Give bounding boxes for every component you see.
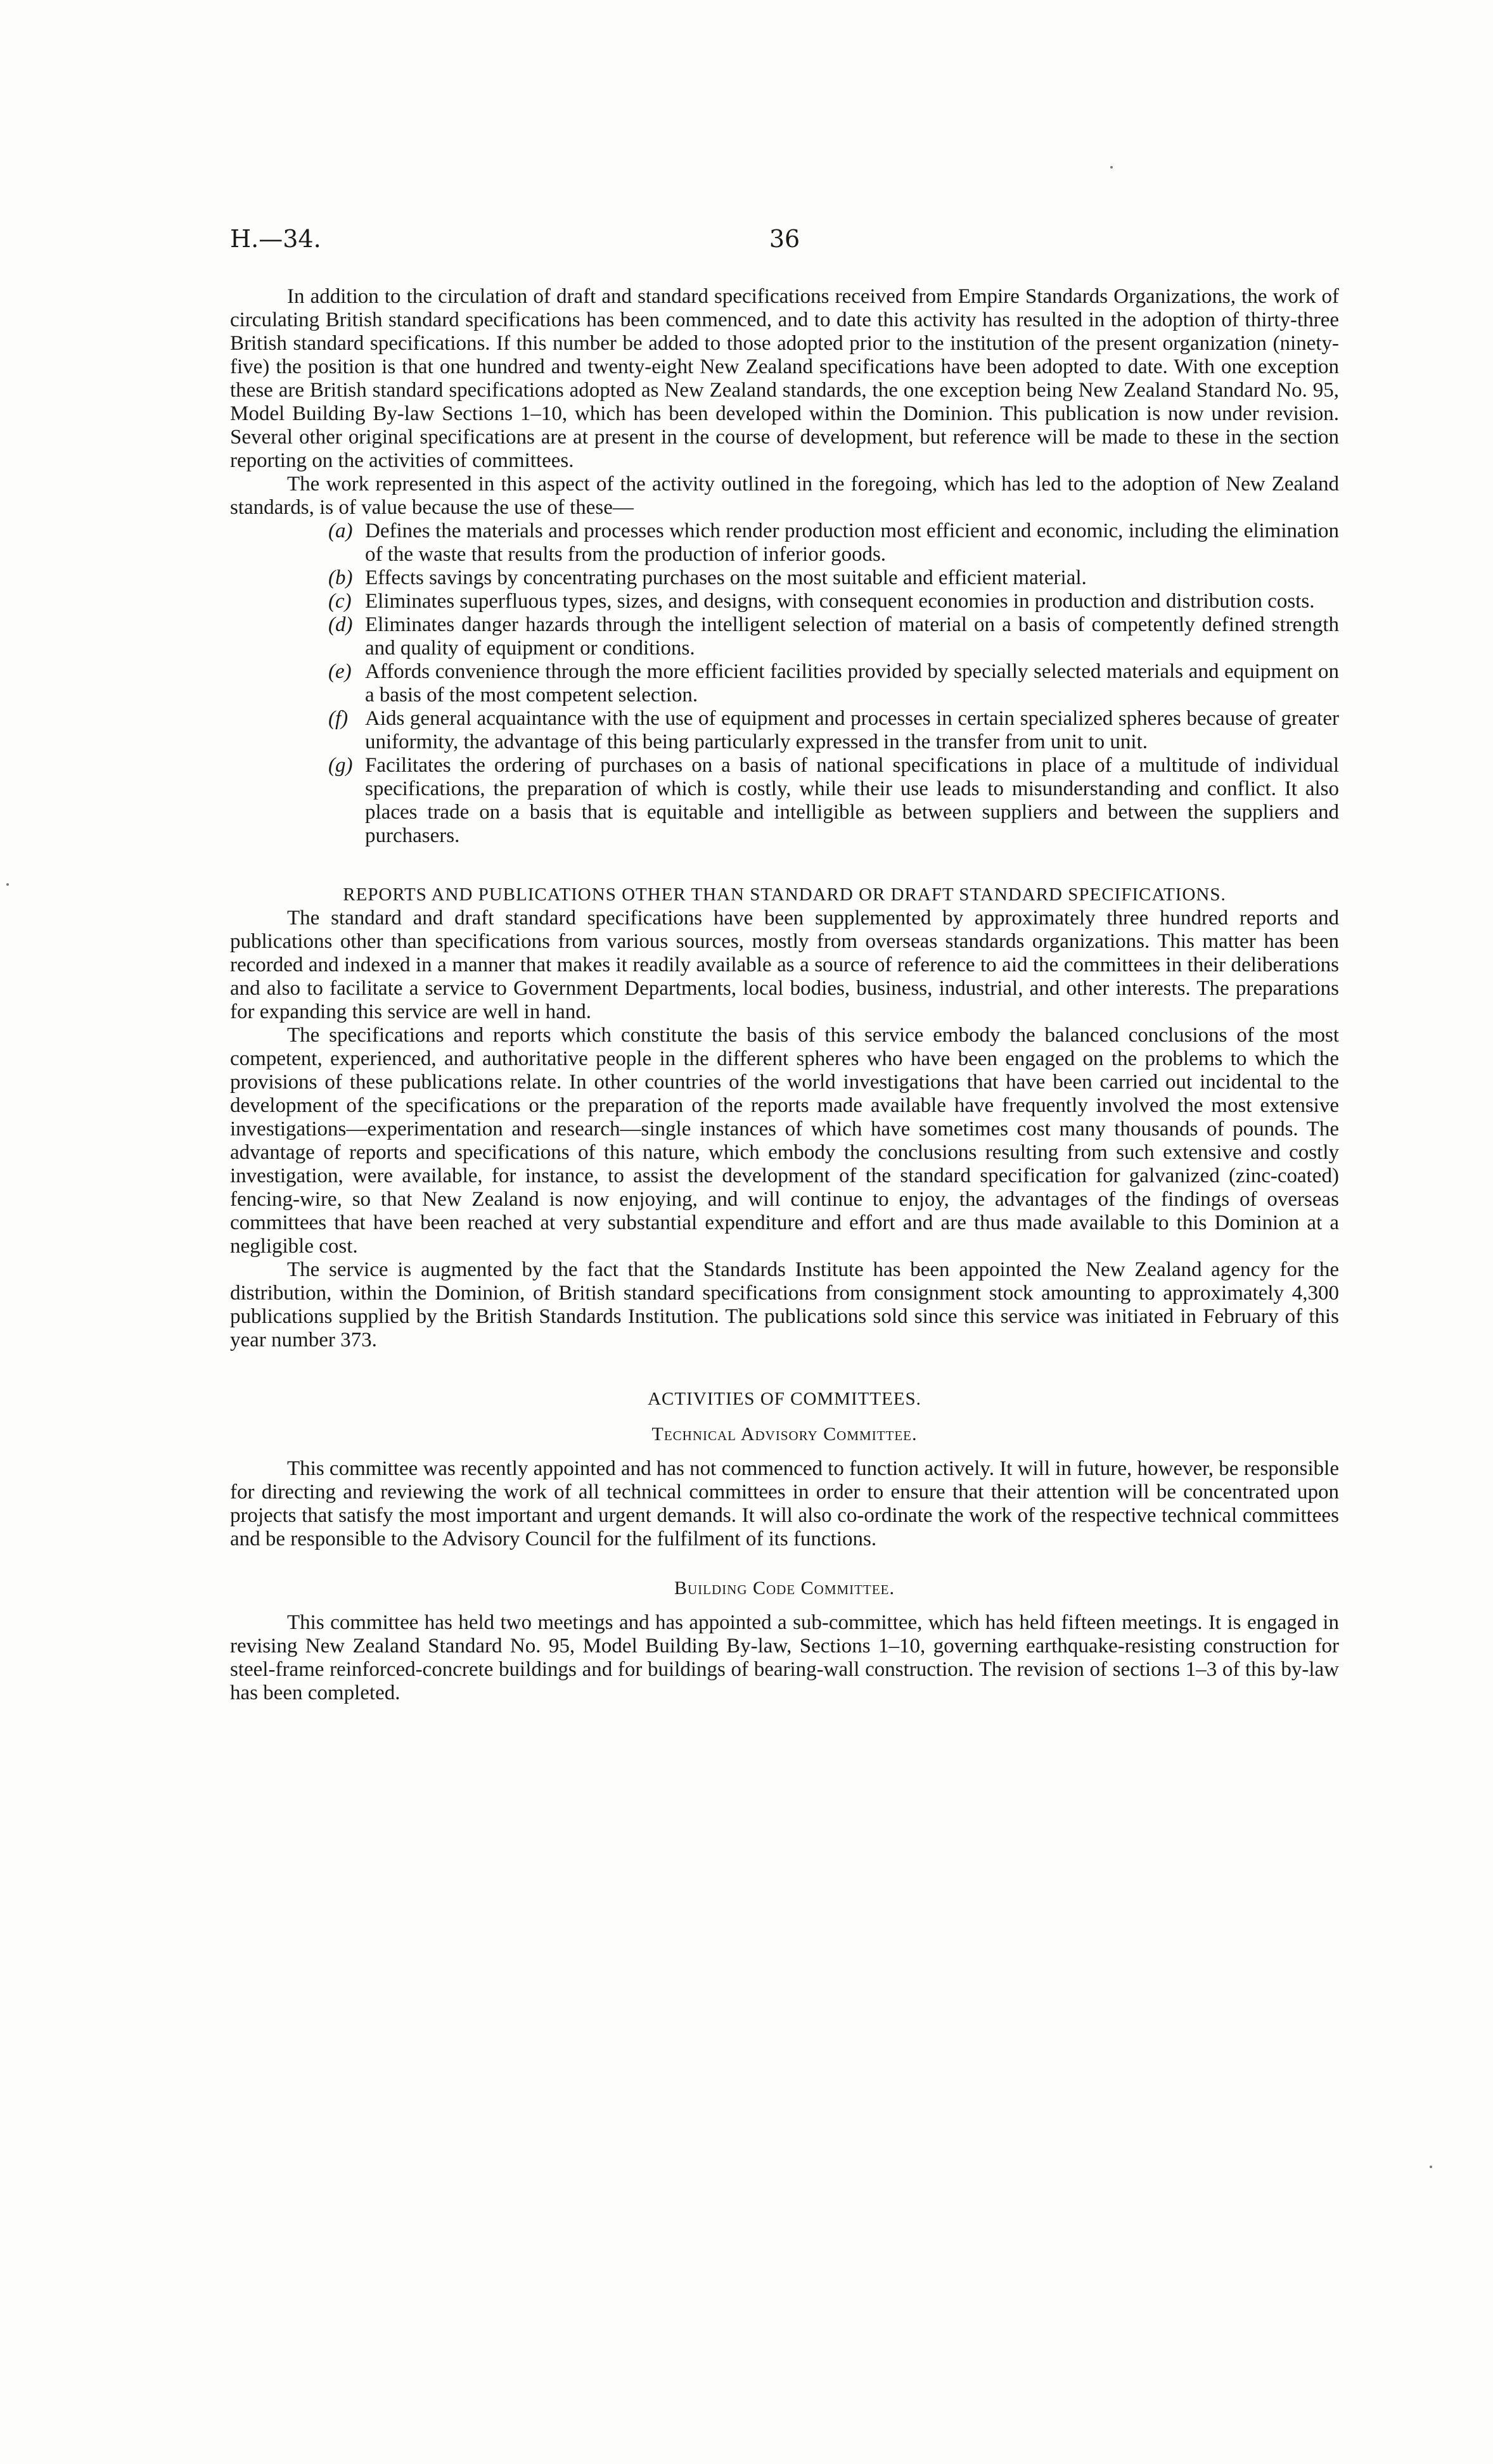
title-gap <box>230 1600 1339 1611</box>
section-gap <box>230 848 1339 883</box>
list-item <box>230 590 1339 613</box>
list-item-text: Facilitates the ordering of purchases on a basis of national specifications in place of a multitude of individual specifications, the preparation of which is costly, while their use leads to misunderstanding and conflict. It also places trade on a basis that is equitable and intelligible as between suppliers and between the suppliers and purchasers. <box>365 754 1339 847</box>
list-item <box>230 520 1339 566</box>
list-item-text: Defines the materials and processes which render production most efficient and economic, including the elimination of the waste that results from the production of inferior goods. <box>365 520 1339 566</box>
list-item-label: (e) <box>328 660 352 683</box>
title-gap <box>230 1446 1339 1457</box>
list-item-label: (a) <box>328 520 353 542</box>
list-item-text: Eliminates superfluous types, sizes, and designs, with consequent economies in production and distribution costs. <box>365 590 1315 613</box>
building-code-committee-heading: Building Code Committee. <box>674 1578 895 1599</box>
benefits-list <box>230 520 1339 848</box>
technical-advisory-committee-paragraph: This committee was recently appointed and has not commenced to function actively. It will in future, however, be responsible for directing and reviewing the work of all technical committees in order to ensure that their attention will be concentrated upon projects that satisfy the most important and urgent demands. It will also co-ordinate the work of the respective technical committees and be responsible to the Advisory Council for the fulfilment of its functions. <box>230 1457 1339 1550</box>
list-item-label: (b) <box>328 566 353 589</box>
list-item-text: Aids general acquaintance with the use of equipment and processes in certain specialized spheres because of greater uniformity, the advantage of this being particularly expressed in the transfer from unit to unit. <box>365 707 1339 753</box>
scan-speck <box>1110 166 1113 169</box>
title-gap <box>230 1411 1339 1422</box>
section-gap <box>230 1352 1339 1388</box>
intro-paragraph-2: The work represented in this aspect of the activity outlined in the foregoing, which has led to the adoption of New Zealand standards, is of value because the use of these— <box>230 473 1339 519</box>
list-item-label: (d) <box>328 613 353 636</box>
reports-paragraph-2: The specifications and reports which constitute the basis of this service embody the balanced conclusions of the most competent, experienced, and authoritative people in the different spheres who have been engaged on the problems to which the provisions of these publications relate. In other countries of the world investigations that have been carried out incidental to the development of the specifications or the preparation of the reports made available have frequently involved the most extensive investigations—experimentation and research—single instances of which have sometimes cost many thousands of pounds. The advantage of reports and specifications of this nature, which embody the conclusions resulting from such extensive and costly investigation, were available, for instance, to assist the development of the standard specification for galvanized (zinc-coated) fencing-wire, so that New Zealand is now enjoying, and will continue to enjoy, the advantages of the findings of overseas committees that have been reached at very substantial expenditure and effort and are thus made available to this Dominion at a negligible cost. <box>230 1024 1339 1258</box>
technical-advisory-committee-heading: Technical Advisory Committee. <box>651 1424 918 1445</box>
list-item <box>230 660 1339 707</box>
page-number: 36 <box>769 225 800 253</box>
reports-paragraph-3: The service is augmented by the fact that the Standards Institute has been appointed the New Zealand agency for the distribution, within the Dominion, of British standard specifications from consignment stock amounting to approximately 4,300 publications supplied by the British Standards Institution. The publications sold since this service was initiated in February of this year number 373. <box>230 1258 1339 1351</box>
list-item <box>230 707 1339 754</box>
list-item-text: Effects savings by concentrating purchases on the most suitable and efficient material. <box>365 566 1087 589</box>
activities-section-title: ACTIVITIES OF COMMITTEES. <box>648 1389 921 1409</box>
list-item <box>230 754 1339 848</box>
list-item <box>230 613 1339 660</box>
scan-speck <box>1430 2166 1432 2168</box>
building-code-committee-paragraph: This committee has held two meetings and has appointed a sub-committee, which has held fifteen meetings. It is engaged in revising New Zealand Standard No. 95, Model Building By-law, Sections 1–10, governing earthquake-resisting construction for steel-frame reinforced-concrete buildings and for buildings of bearing-wall construction. The revision of sections 1–3 of this by-law has been completed. <box>230 1611 1339 1704</box>
list-item-text: Affords convenience through the more efficient facilities provided by specially selected materials and equipment on a basis of the most competent selection. <box>365 660 1339 706</box>
reports-section-title: REPORTS AND PUBLICATIONS OTHER THAN STANDARD OR DRAFT STANDARD SPECIFICATIONS. <box>343 884 1226 905</box>
intro-paragraph-1: In addition to the circulation of draft and standard specifications received from Empire Standards Organizations, the work of circulating British standard specifications has been commenced, and to date this activity has resulted in the adoption of thirty-three British standard specifications. If this number be added to those adopted prior to the institution of the present organization (ninety-five) the position is that one hundred and twenty-eight New Zealand specifications have been adopted to date. With one exception these are British standard specifications adopted as New Zealand standards, the one exception being New Zealand Standard No. 95, Model Building By-law Sections 1–10, which has been developed within the Dominion. This publication is now under revision. Several other original specifications are at present in the course of development, but reference will be made to these in the section reporting on the activities of committees. <box>230 285 1339 472</box>
list-item-label: (f) <box>328 707 349 730</box>
list-item-label: (c) <box>328 590 352 613</box>
reports-paragraph-1: The standard and draft standard specifications have been supplemented by approximately three hundred reports and publications other than specifications from various sources, mostly from overseas standards organizations. This matter has been recorded and indexed in a manner that makes it readily available as a source of reference to aid the committees in their deliberations and also to facilitate a service to Government Departments, local bodies, business, industrial, and other interests. The preparations for expanding this service are well in hand. <box>230 907 1339 1023</box>
list-item-label: (g) <box>328 754 353 777</box>
page-body <box>230 285 1339 1705</box>
section-gap <box>230 1551 1339 1576</box>
document-reference: H.—34. <box>230 225 321 253</box>
list-item <box>230 566 1339 590</box>
list-item-text: Eliminates danger hazards through the intelligent selection of material on a basis of competently defined strength and quality of equipment or conditions. <box>365 613 1339 660</box>
page-header <box>230 225 1339 263</box>
scan-speck <box>6 883 9 886</box>
